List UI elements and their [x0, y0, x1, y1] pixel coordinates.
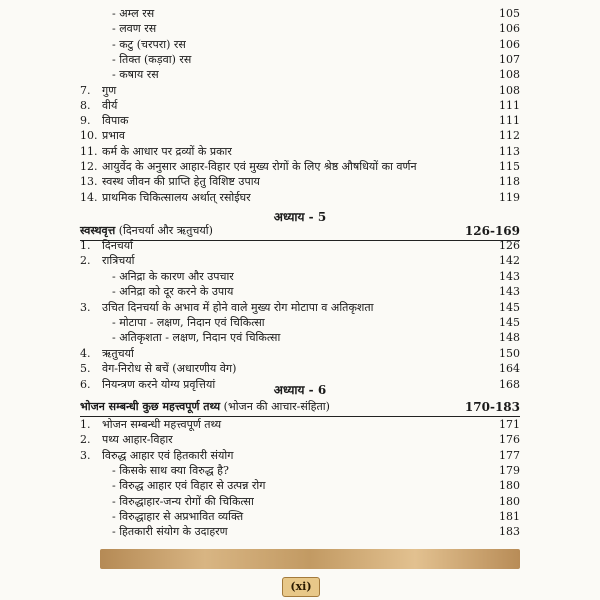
- entry-title: दिनचर्या: [102, 239, 134, 252]
- toc-top-entry: [80, 52, 520, 68]
- chapter-5-entry: [80, 346, 520, 362]
- chapter-6-heading-sub: (भोजन की आचार-संहिता): [220, 400, 330, 413]
- entry-number: 10.: [80, 129, 98, 143]
- entry-number: 9.: [80, 114, 91, 128]
- entry-title: कर्म के आधार पर द्रव्यों के प्रकार: [102, 144, 232, 158]
- toc-top-entry: [80, 128, 520, 144]
- entry-page-number: 108: [499, 68, 520, 82]
- entry-title: गुण: [102, 83, 117, 97]
- entry-number: 2.: [80, 254, 91, 268]
- entry-title: वेग-निरोध से बचें (अधारणीय वेग): [102, 362, 237, 376]
- entry-page-number: 106: [499, 37, 520, 51]
- toc-top-entry: [80, 190, 520, 206]
- entry-title: आयुर्वेद के अनुसार आहार-विहार एवं मुख्य रोगों के लिए श्रेष्ठ औषधियों का वर्णन: [102, 160, 417, 173]
- chapter-5-entry: [80, 330, 520, 346]
- entry-page-number: 143: [499, 285, 520, 299]
- entry-number: 1.: [80, 418, 91, 431]
- entry-title: पथ्य आहार-विहार: [102, 433, 173, 447]
- chapter-5-entry: [80, 315, 520, 331]
- entry-title: - विरुद्धाहार से अप्रभावित व्यक्ति: [112, 509, 244, 523]
- chapter-5-entry: [80, 300, 520, 316]
- entry-number: 13.: [80, 175, 98, 189]
- entry-title: रात्रिचर्या: [102, 254, 135, 268]
- entry-page-number: 179: [499, 463, 520, 477]
- toc-top-entry: [80, 98, 520, 114]
- entry-number: 5.: [80, 362, 91, 376]
- toc-top-entry: [80, 113, 520, 129]
- entry-title: - कटु (चरपरा) रस: [112, 37, 186, 51]
- entry-title: - विरुद्धाहार-जन्य रोगों की चिकित्सा: [112, 494, 254, 508]
- entry-title: - अतिकृशता - लक्षण, निदान एवं चिकित्सा: [112, 331, 281, 345]
- entry-title: प्राथमिक चिकित्सालय अर्थात् रसोईघर: [102, 190, 251, 204]
- entry-title: प्रभाव: [102, 129, 125, 143]
- entry-page-number: 105: [499, 7, 520, 20]
- entry-title: भोजन सम्बन्धी महत्त्वपूर्ण तथ्य: [102, 418, 222, 431]
- entry-number: 8.: [80, 98, 91, 112]
- chapter-6-title: अध्याय - 6: [273, 383, 327, 397]
- chapter-6-entry: [80, 524, 520, 540]
- entry-page-number: 115: [499, 160, 520, 173]
- entry-page-number: 145: [499, 300, 520, 314]
- page-number-label: (xi): [282, 577, 320, 597]
- toc-top-entry: [80, 144, 520, 160]
- chapter-5-entry: [80, 253, 520, 269]
- entry-page-number: 119: [499, 190, 520, 204]
- chapter-5-entry: [80, 238, 520, 254]
- toc-top-entry: [80, 37, 520, 53]
- chapter-5-title: अध्याय - 5: [273, 210, 327, 224]
- toc-top-entry: [80, 83, 520, 99]
- toc-top-entry: [80, 159, 520, 175]
- entry-page-number: 112: [499, 129, 520, 143]
- entry-title: विरुद्ध आहार एवं हितकारी संयोग: [102, 448, 234, 462]
- toc-top-entry: [80, 6, 520, 22]
- chapter-5-heading-sub: (दिनचर्या और ऋतुचर्या): [115, 224, 213, 237]
- entry-title: - विरुद्ध आहार एवं विहार से उत्पन्न रोग: [112, 479, 266, 493]
- entry-number: 14.: [80, 190, 98, 204]
- entry-title: स्वस्थ जीवन की प्राप्ति हेतु विशिष्ट उपाय: [102, 175, 260, 189]
- entry-title: - किसके साथ क्या विरुद्ध है?: [112, 463, 229, 477]
- entry-page-number: 111: [499, 114, 520, 128]
- chapter-6-entry: [80, 509, 520, 525]
- chapter-5-entry: [80, 269, 520, 285]
- entry-page-number: 180: [499, 494, 520, 508]
- entry-title: - तिक्त (कड़वा) रस: [112, 52, 192, 66]
- entry-number: 2.: [80, 433, 91, 447]
- entry-title: वीर्य: [102, 98, 118, 112]
- entry-page-number: 108: [499, 83, 520, 97]
- entry-page-number: 181: [499, 509, 520, 523]
- entry-number: 1.: [80, 239, 91, 252]
- chapter-6-entry: [80, 448, 520, 464]
- entry-title: - अम्ल रस: [112, 7, 155, 20]
- chapter-6-entry: [80, 417, 520, 433]
- entry-page-number: 180: [499, 479, 520, 493]
- entry-title: - अनिद्रा के कारण और उपचार: [112, 269, 234, 283]
- entry-page-number: 145: [499, 316, 520, 329]
- entry-title: विपाक: [102, 114, 129, 128]
- entry-page-number: 142: [499, 254, 520, 268]
- toc-top-entry: [80, 21, 520, 37]
- entry-title: - अनिद्रा को दूर करने के उपाय: [112, 285, 234, 299]
- entry-page-number: 171: [499, 418, 520, 431]
- entry-page-number: 168: [499, 377, 520, 391]
- chapter-6-page-range: 170-183: [464, 400, 520, 414]
- entry-page-number: 164: [499, 362, 520, 376]
- chapter-6-entry: [80, 494, 520, 510]
- entry-page-number: 111: [499, 98, 520, 112]
- chapter-6-entry: [80, 478, 520, 494]
- entry-page-number: 148: [499, 331, 520, 345]
- chapter-5-heading-main: स्वस्थवृत्त: [80, 224, 116, 237]
- entry-page-number: 177: [499, 448, 520, 462]
- chapter-5-entry: [80, 284, 520, 300]
- entry-number: 4.: [80, 346, 91, 360]
- entry-page-number: 126: [499, 239, 520, 252]
- chapter-5-entry: [80, 377, 520, 393]
- chapter-5-entry: [80, 361, 520, 377]
- entry-title: - मोटापा - लक्षण, निदान एवं चिकित्सा: [112, 316, 265, 329]
- chapter-6-entry: [80, 432, 520, 448]
- entry-page-number: 118: [499, 175, 520, 189]
- toc-top-entry: [80, 67, 520, 83]
- entry-page-number: 183: [499, 525, 520, 539]
- entry-number: 6.: [80, 377, 91, 391]
- entry-number: 3.: [80, 300, 91, 314]
- entry-title: नियन्त्रण करने योग्य प्रवृत्तियां: [102, 377, 216, 391]
- entry-number: 12.: [80, 160, 98, 173]
- entry-title: - कषाय रस: [112, 68, 159, 82]
- toc-top-entry: [80, 174, 520, 190]
- entry-page-number: 106: [499, 22, 520, 36]
- chapter-6-entry: [80, 463, 520, 479]
- entry-number: 3.: [80, 448, 91, 462]
- entry-title: - हितकारी संयोग के उदाहरण: [112, 525, 228, 539]
- decorative-band: [100, 549, 520, 569]
- entry-title: - लवण रस: [112, 22, 157, 36]
- entry-page-number: 150: [499, 346, 520, 360]
- chapter-5-page-range: 126-169: [464, 224, 520, 238]
- entry-title: उचित दिनचर्या के अभाव में होने वाले मुख्य रोग मोटापा व अतिकृशता: [102, 300, 374, 314]
- chapter-6-heading: [80, 398, 520, 417]
- entry-page-number: 176: [499, 433, 520, 447]
- chapter-6-heading-main: भोजन सम्बन्धी कुछ महत्त्वपूर्ण तथ्य: [80, 400, 221, 413]
- entry-page-number: 113: [499, 144, 520, 158]
- entry-title: ऋतुचर्या: [102, 346, 134, 360]
- entry-page-number: 107: [499, 52, 520, 66]
- entry-page-number: 143: [499, 269, 520, 283]
- entry-number: 7.: [80, 83, 91, 97]
- entry-number: 11.: [80, 144, 98, 158]
